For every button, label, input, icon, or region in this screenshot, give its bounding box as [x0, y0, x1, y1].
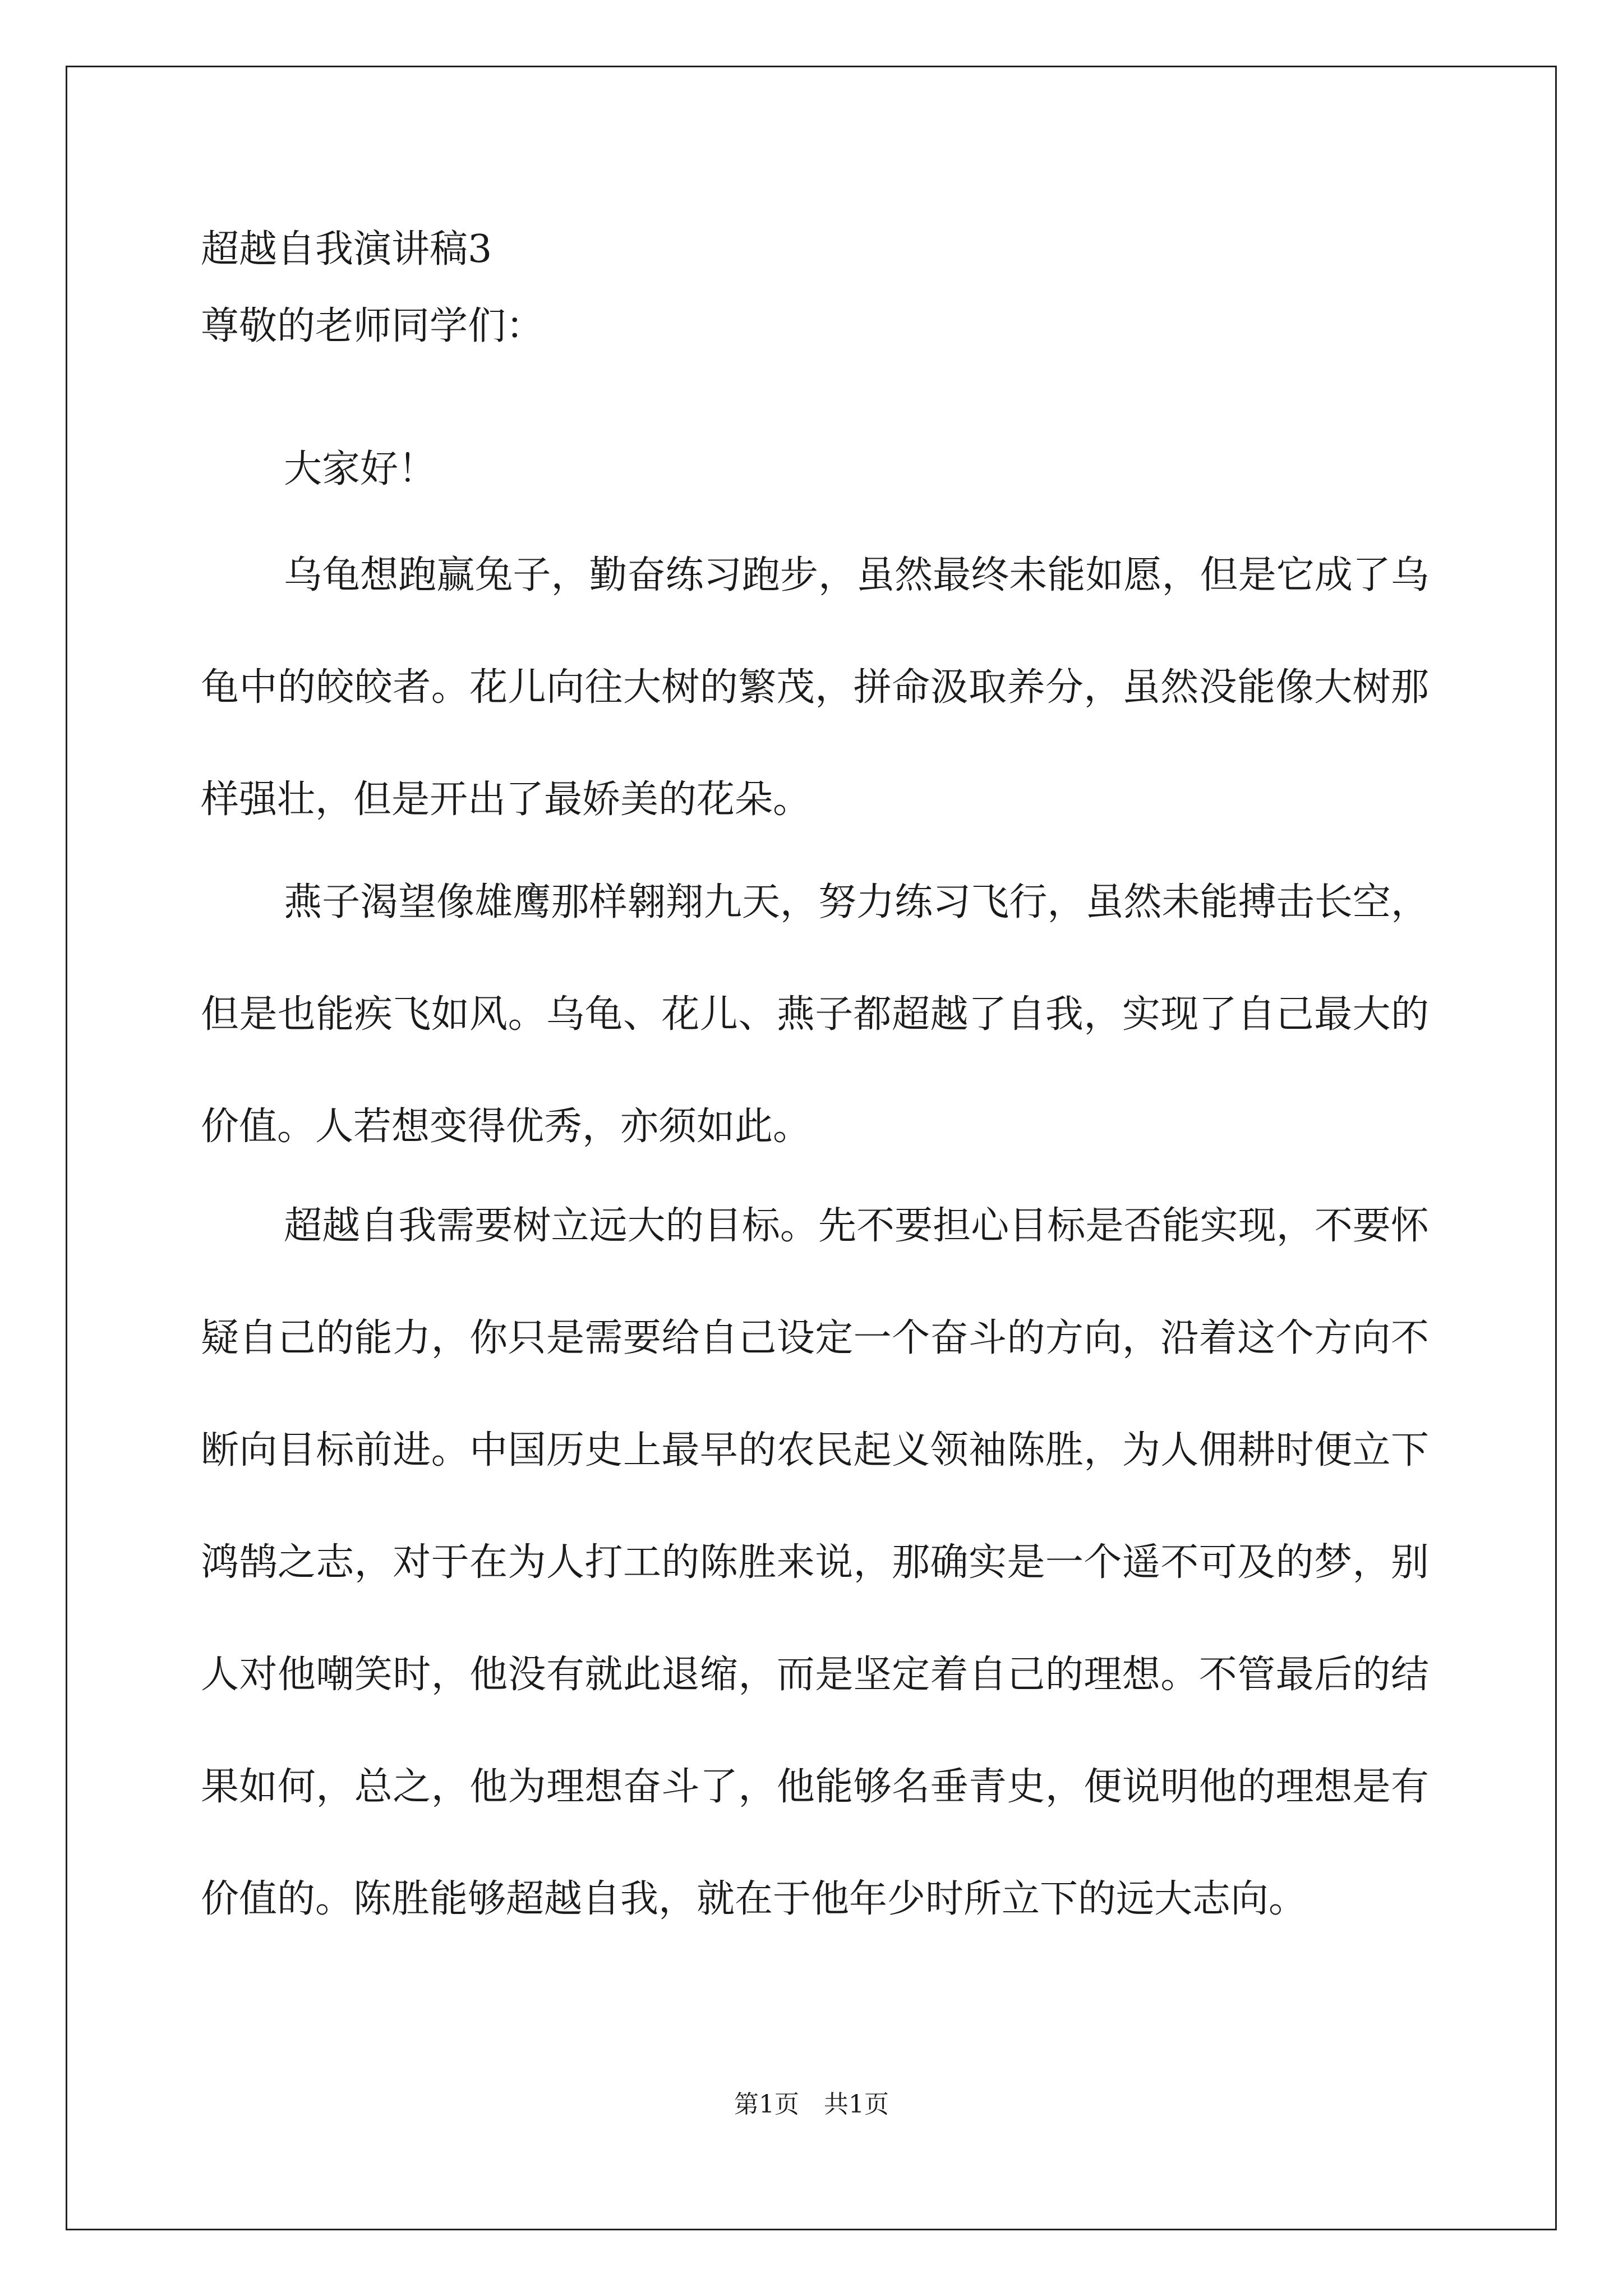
document-title: 超越自我演讲稿3	[201, 227, 492, 272]
page-number-footer: 第1页 共1页	[734, 2090, 889, 2119]
salutation: 尊敬的老师同学们：	[201, 304, 545, 348]
paragraph-3: 超越自我需要树立远大的目标。先不要担心目标是否能实现，不要怀疑自己的能力，你只是需要给自己设定一个奋斗的方向，沿着这个方向不断向目标前进。中国历史上最早的农民起义领袖陈胜，为人佣耕时便立下鸿鹄之志，对于在为人打工的陈胜来说，那确实是一个遥不可及的梦，别人对他嘲笑时，他没有就此退缩，而是坚定着自己的理想。不管最后的结果如何，总之，他为理想奋斗了，他能够名垂青史，便说明他的理想是有价值的。陈胜能够超越自我，就在于他年少时所立下的远大志向。	[201, 1204, 1429, 1921]
paragraph-1: 乌龟想跑赢兔子，勤奋练习跑步，虽然最终未能如愿，但是它成了乌龟中的皎皎者。花儿向往大树的繁茂，拼命汲取养分，虽然没能像大树那样强壮，但是开出了最娇美的花朵。	[201, 553, 1429, 822]
greeting: 大家好！	[284, 447, 437, 491]
paragraph-2: 燕子渴望像雄鹰那样翱翔九天，努力练习飞行，虽然未能搏击长空，但是也能疾飞如风。乌龟、花儿、燕子都超越了自我，实现了自己最大的价值。人若想变得优秀，亦须如此。	[201, 880, 1429, 1149]
